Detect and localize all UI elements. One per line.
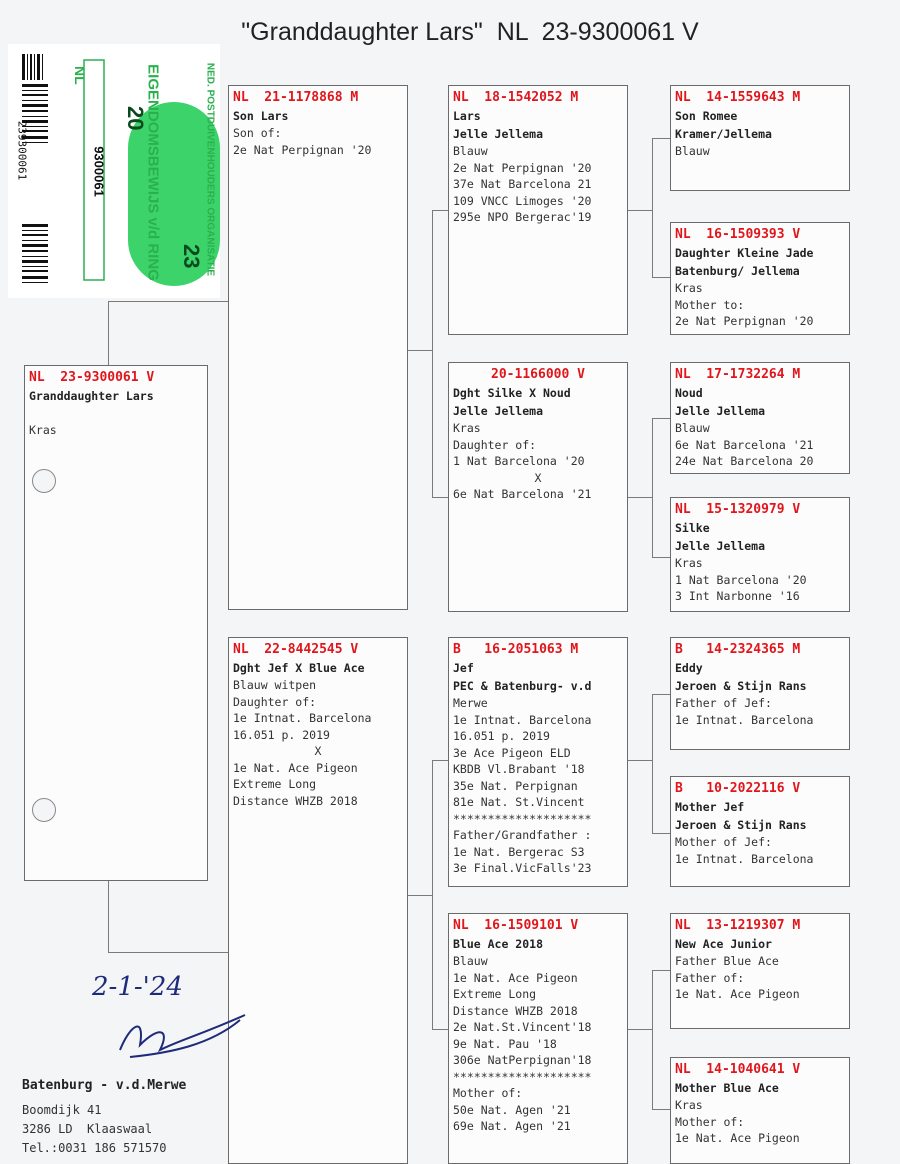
great-grandparent-card [670, 85, 850, 191]
connector [628, 760, 653, 761]
ring-number: NL 16-1509393 V [675, 227, 801, 242]
grandparent-card [448, 637, 628, 887]
ring-number: B 16-2051063 M [453, 642, 579, 657]
connector [408, 350, 433, 351]
connector [652, 418, 670, 419]
pigeon-detail: 16.051 p. 2019 [233, 727, 330, 742]
pigeon-detail: Merwe [453, 696, 488, 710]
pigeon-breeder: Jelle Jellema [675, 404, 766, 418]
stamp-country: NL [72, 66, 88, 85]
page-title: "Granddaughter Lars" NL 23-9300061 V [241, 18, 699, 46]
pigeon-detail: 2e Nat Perpignan '20 [233, 142, 372, 157]
pigeon-detail: 37e Nat Barcelona 21 [453, 177, 592, 191]
stamp-header: NED. POSTDUIVENHOUDERS ORGANISATIE [204, 62, 216, 277]
great-grandparent-card [670, 637, 850, 750]
pigeon-detail: 1e Intnat. Barcelona [675, 851, 814, 866]
pigeon-detail: 1e Nat. Ace Pigeon [675, 987, 800, 1001]
ring-number: NL 14-1559643 M [675, 90, 801, 105]
pigeon-detail: Father of: [675, 970, 745, 985]
pigeon-detail: Kras [675, 556, 703, 570]
connector [108, 301, 109, 365]
pigeon-breeder: Jelle Jellema [675, 539, 766, 553]
pigeon-detail: 3 Int Narbonne '16 [675, 589, 800, 603]
connector [628, 210, 653, 211]
great-grandparent-card [670, 913, 850, 1029]
pigeon-detail: Blauw [453, 144, 488, 158]
pigeon-detail: KBDB Vl.Brabant '18 [453, 762, 585, 776]
pigeon-name: Granddaughter Lars [29, 389, 154, 403]
pigeon-detail: Daughter of: [233, 694, 317, 709]
pigeon-detail: 3e Final.VicFalls'23 [453, 861, 592, 875]
connector [652, 418, 653, 558]
pigeon-detail: 6e Nat Barcelona '21 [675, 437, 814, 452]
grandparent-card [448, 362, 628, 612]
pigeon-detail: 1 Nat Barcelona '20 [675, 572, 807, 587]
pigeon-detail: Mother to: [675, 297, 745, 312]
connector [652, 833, 670, 834]
pigeon-name: Blue Ace 2018 [453, 937, 544, 951]
pigeon-name: Dght Silke X Noud [453, 386, 571, 400]
pigeon-detail: Distance WHZB 2018 [233, 793, 358, 808]
stamp-barcode-number: 239300061 [15, 120, 29, 181]
connector [652, 694, 653, 834]
pigeon-detail: 50e Nat. Agen '21 [453, 1102, 571, 1117]
great-grandparent-card [670, 497, 850, 612]
pigeon-detail: 109 VNCC Limoges '20 [453, 193, 592, 208]
pigeon-name: Noud [675, 386, 703, 400]
connector [108, 301, 228, 302]
ring-number: NL 22-8442545 V [233, 642, 359, 657]
ring-number: NL 17-1732264 M [675, 367, 801, 382]
grandparent-card [448, 913, 628, 1164]
pigeon-breeder: PEC & Batenburg- v.d [453, 679, 592, 693]
connector [652, 970, 653, 1110]
stamp-title: EIGENDOMSBEWIJS v/d RING [144, 64, 162, 281]
pigeon-name: Mother Jef [675, 800, 745, 814]
ring-number: 20-1166000 V [491, 367, 585, 382]
pigeon-detail: Mother of Jef: [675, 835, 772, 849]
pigeon-detail: 1e Intnat. Barcelona [675, 712, 814, 727]
pigeon-name: Silke [675, 521, 710, 535]
dam-card [228, 637, 408, 1164]
pigeon-detail: Blauw [675, 144, 710, 158]
pigeon-detail: 1 Nat Barcelona '20 [453, 454, 585, 468]
pigeon-detail: Kras [29, 422, 57, 437]
pigeon-detail: 1e Intnat. Barcelona [233, 711, 372, 725]
pigeon-detail: Kras [675, 1098, 703, 1112]
stamp-ring-number: 9300061 [91, 146, 107, 197]
pigeon-detail: Father Blue Ace [675, 954, 779, 968]
pigeon-detail: 1e Nat. Ace Pigeon [233, 760, 358, 775]
ring-number: NL 15-1320979 V [675, 502, 801, 517]
pigeon-breeder: Jeroen & Stijn Rans [675, 818, 807, 832]
breeder-city: 3286 LD Klaaswaal [22, 1122, 153, 1136]
pigeon-detail: 35e Nat. Perpignan [453, 778, 578, 793]
breeder-address: Boomdijk 41 [22, 1103, 102, 1117]
pigeon-detail: Daughter of: [453, 437, 537, 452]
pigeon-detail: Extreme Long [453, 987, 537, 1001]
pigeon-detail: X [534, 470, 542, 485]
pigeon-detail: 2e Nat Perpignan '20 [675, 314, 814, 328]
pigeon-name: Jef [453, 661, 474, 675]
connector [652, 694, 670, 695]
stamp-year-top: 20 [123, 106, 148, 131]
connector [628, 497, 653, 498]
pigeon-breeder: Jelle Jellema [453, 404, 544, 418]
connector [652, 138, 670, 139]
pigeon-detail: 1e Nat. Ace Pigeon [453, 970, 578, 985]
connector [652, 277, 670, 278]
pigeon-detail: 16.051 p. 2019 [453, 729, 550, 743]
pigeon-detail: Father of Jef: [675, 696, 772, 710]
connector [652, 138, 653, 278]
connector [432, 760, 433, 1030]
punch-hole-icon [32, 469, 56, 493]
great-grandparent-card [670, 776, 850, 887]
stamp-year-bottom: 23 [179, 244, 204, 269]
pigeon-detail: 6e Nat Barcelona '21 [453, 487, 592, 501]
pigeon-detail: Blauw [675, 421, 710, 435]
connector [108, 880, 109, 952]
ownership-certificate-stamp [8, 44, 220, 298]
great-grandparent-card [670, 362, 850, 474]
pigeon-detail: 2e Nat.St.Vincent'18 [453, 1020, 592, 1034]
pigeon-breeder: Kramer/Jellema [675, 127, 772, 141]
pigeon-name: Son Lars [233, 109, 289, 123]
ring-number: NL 16-1509101 V [453, 918, 579, 933]
pigeon-breeder: Jeroen & Stijn Rans [675, 679, 807, 693]
pigeon-detail: ******************** [453, 811, 592, 826]
pigeon-detail: 69e Nat. Agen '21 [453, 1119, 571, 1133]
pigeon-detail: 2e Nat Perpignan '20 [453, 160, 592, 175]
pigeon-detail: 1e Nat. Ace Pigeon [675, 1131, 800, 1145]
breeder-info [22, 1078, 186, 1158]
connector [628, 1029, 653, 1030]
pigeon-detail: X [314, 744, 322, 758]
pigeon-name: Son Romee [675, 109, 738, 123]
punch-hole-icon [32, 798, 56, 822]
pigeon-detail: 24e Nat Barcelona 20 [675, 454, 814, 468]
ring-number: NL 23-9300061 V [29, 370, 155, 385]
breeder-phone: Tel.:0031 186 571570 [22, 1141, 167, 1155]
pigeon-detail: 295e NPO Bergerac'19 [453, 210, 592, 224]
pigeon-detail: Blauw [453, 954, 488, 968]
pigeon-detail: 3e Ace Pigeon ELD [453, 745, 571, 760]
pigeon-detail: 1e Intnat. Barcelona [453, 712, 592, 727]
pigeon-detail: Son of: [233, 126, 282, 140]
grandparent-card [448, 85, 628, 335]
breeder-name: Batenburg - v.d.Merwe [22, 1078, 187, 1093]
pigeon-name: Dght Jef X Blue Ace [233, 661, 365, 675]
pigeon-detail: 306e NatPerpignan'18 [453, 1053, 592, 1067]
signature-date: 2-1-'24 [92, 972, 183, 1002]
pigeon-name: New Ace Junior [675, 937, 772, 951]
pigeon-detail: Blauw witpen [233, 678, 317, 692]
pigeon-detail: Mother of: [453, 1086, 523, 1100]
ring-number: NL 13-1219307 M [675, 918, 801, 933]
great-grandparent-card [670, 1057, 850, 1164]
pigeon-detail: Father/Grandfather : [453, 828, 592, 842]
signature-icon [100, 1005, 250, 1065]
pigeon-detail: Kras [453, 421, 481, 435]
sire-card [228, 85, 408, 610]
pigeon-detail: 81e Nat. St.Vincent [453, 795, 585, 809]
connector [108, 952, 228, 953]
pigeon-detail: 9e Nat. Pau '18 [453, 1036, 557, 1051]
connector [652, 1109, 670, 1110]
ring-number: B 10-2022116 V [675, 781, 801, 796]
ring-number: NL 21-1178868 M [233, 90, 359, 105]
pigeon-detail: Kras [675, 281, 703, 295]
connector [652, 970, 670, 971]
pigeon-name: Daughter Kleine Jade [675, 246, 814, 260]
pigeon-detail: Distance WHZB 2018 [453, 1003, 578, 1018]
ring-number: NL 14-1040641 V [675, 1062, 801, 1077]
ring-number: B 14-2324365 M [675, 642, 801, 657]
pigeon-detail: Extreme Long [233, 777, 317, 791]
pigeon-breeder: Jelle Jellema [453, 127, 544, 141]
pigeon-detail: ******************** [453, 1069, 592, 1084]
ring-number: NL 18-1542052 M [453, 90, 579, 105]
connector [408, 895, 433, 896]
pigeon-breeder: Batenburg/ Jellema [675, 264, 800, 278]
connector [652, 557, 670, 558]
pigeon-name: Lars [453, 109, 481, 123]
connector [432, 210, 433, 498]
pigeon-name: Mother Blue Ace [675, 1081, 779, 1095]
pigeon-detail: 1e Nat. Bergerac S3 [453, 844, 585, 859]
pigeon-detail: Mother of: [675, 1114, 745, 1129]
great-grandparent-card [670, 222, 850, 335]
pigeon-name: Eddy [675, 661, 703, 675]
